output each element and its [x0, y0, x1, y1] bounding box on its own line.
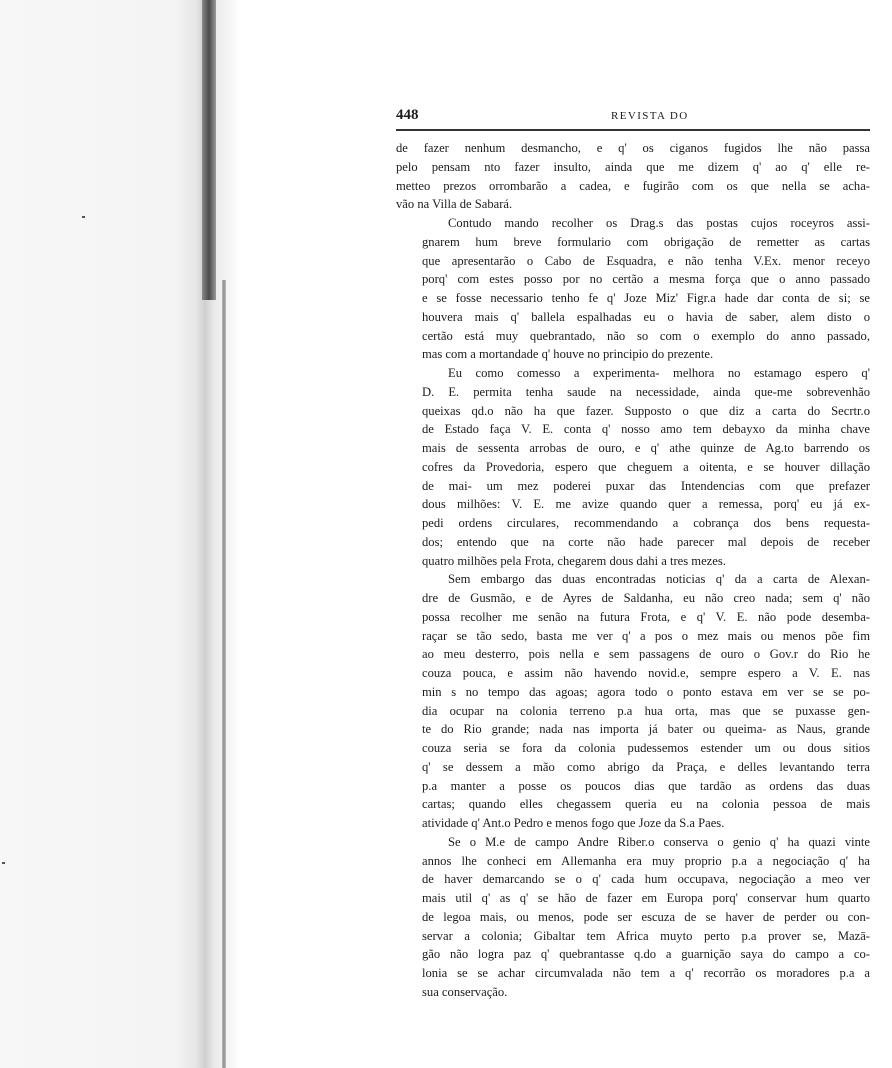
- text-line: D. E. permita tenha saude na necessidade, ainda que-me sobrevenhão: [422, 384, 870, 399]
- paragraph: [396, 214, 870, 364]
- text-line: p.a manter a posse os poucos dias que tardão as ordens das duas: [422, 778, 870, 793]
- text-line: vão na Villa de Sabará.: [396, 197, 513, 212]
- text-line: dia ocupar na colonia terreno p.a hua orta, mas que se puxasse gen-: [422, 703, 870, 718]
- text-line: mais util q' as q' se hão de fazer em Europa porq' conservar hum quarto: [422, 891, 870, 905]
- text-line: annos lhe conheci em Allemanha era muy proprio p.a a negociação q' ha: [422, 853, 870, 868]
- body-text: [396, 139, 870, 1002]
- text-line: mais de sessenta arrobas de ouro, e q' athe quinze de Ag.to barrendo os: [422, 441, 870, 455]
- text-line: dous milhões: V. E. me avize quando quer a remessa, porq' eu já ex-: [422, 497, 870, 512]
- text-line: de legoa mais, ou menos, pode ser escuza de se haver de perder ou con-: [422, 909, 870, 924]
- text-line: raçar se tão sedo, basta me ver q' a pos o mez mais ou menos põe fim: [422, 628, 870, 643]
- text-line: de Estado faça V. E. conta q' nosso amo tem debayxo da minha chave: [422, 422, 870, 437]
- text-line: quatro milhões pela Frota, chegarem dous dahi a tres mezes.: [422, 553, 726, 568]
- text-line: min s no tempo das agoas; agora todo o ponto estava em ver se se po-: [422, 684, 870, 699]
- scan-speck: [2, 862, 5, 864]
- text-line: dre de Gusmão, e de Ayres de Saldanha, eu não creo nada; sem q' não: [422, 591, 870, 605]
- paragraph: [396, 139, 870, 214]
- text-line: e se fosse necessario tenho fe q' Joze Miz' Figr.a hade dar conta de si; se: [422, 291, 870, 305]
- book-spine-dark-bar: [202, 0, 216, 300]
- document-page: [396, 107, 870, 1002]
- running-head: [396, 107, 870, 131]
- text-line: pelo pensam nto fazer insulto, ainda que me dizem q' ao q' elle re-: [396, 159, 870, 174]
- text-line: gnarem hum breve formulario com obrigação de remetter as cartas: [422, 234, 870, 249]
- text-line: certão está muy quebrantado, não so com o exemplo do anno passado,: [422, 328, 870, 343]
- scan-speck: [82, 216, 85, 218]
- text-line: possa recolher me senão na futura Frota, e q' V. E. não pode desemba-: [422, 609, 870, 624]
- paragraph: [396, 833, 870, 1002]
- journal-title: REVISTA DO: [611, 110, 689, 122]
- text-line: servar a colonia; Gibaltar tem Africa muyto perto p.a prover se, Mazā-: [422, 928, 870, 943]
- text-line: que apresentarão o Cabo de Esquadra, e não tenha V.Ex. menor receyo: [422, 253, 870, 268]
- text-line: de fazer nenhum desmancho, e q' os ciganos fugidos lhe não passa: [396, 141, 870, 155]
- paragraph: [396, 364, 870, 570]
- text-line: Sem embargo das duas encontradas noticias q' da a carta de Alexan-: [448, 572, 870, 587]
- text-line: houvera mais q' ballela espalhadas eu o havia de saber, alem disto o: [422, 309, 870, 324]
- text-line: dos; entendo que na corte não hade parecer mal depois de receber: [422, 534, 870, 549]
- text-line: Eu como comesso a experimenta- melhora no estamago espero q': [448, 366, 870, 380]
- text-line: mas com a mortandade q' houve no principio do prezente.: [422, 347, 714, 362]
- text-line: porq' com estes posso por no certão a mesma força que o anno passado: [422, 272, 870, 287]
- text-line: couza seria se fora da colonia pudessemos estender um ou dous sitios: [422, 741, 870, 755]
- paragraph: [396, 570, 870, 833]
- text-line: Contudo mando recolher os Drag.s das postas cujos roceyros assi-: [448, 216, 870, 230]
- text-line: q' se dessem a mão como abrigo da Praça, e delles levantando terra: [422, 759, 870, 774]
- text-line: de haver demarcando se o q' cada hum occupava, negociação a meo ver: [422, 872, 870, 887]
- text-line: atividade q' Ant.o Pedro e menos fogo que Joze da S.a Paes.: [422, 816, 725, 830]
- text-line: queixas qd.o não ha que fazer. Supposto o que diz a carta do Secrtr.o: [422, 403, 870, 418]
- text-line: Se o M.e de campo Andre Riber.o conserva o genio q' ha quazi vinte: [448, 834, 870, 849]
- text-line: ao meu desterro, pois nella e sem passagens de ouro o Gov.r do Rio he: [422, 647, 870, 662]
- book-spine-line: [222, 280, 226, 1068]
- text-line: gão não logra paz q' quebrantasse q.do a guarnição saya do campo a co-: [422, 947, 870, 962]
- text-line: pedi ordens circulares, recommendando a cobrança dos bens requesta-: [422, 516, 870, 530]
- text-line: couza pouca, e assim não havendo novid.e, sempre espero a V. E. nas: [422, 666, 870, 680]
- text-line: cartas; quando elles chegassem queria eu na colonia pessoa de mais: [422, 797, 870, 812]
- page-number: 448: [396, 107, 419, 123]
- text-line: metteo prezos orrombarão a cadea, e fugirão com os que nella se acha-: [396, 178, 870, 193]
- text-line: cofres da Provedoria, espero que cheguem a oitenta, e se houver dillação: [422, 459, 870, 474]
- text-line: de mai- um mez poderei puxar das Intendencias com que prefazer: [422, 478, 870, 493]
- text-line: sua conservação.: [422, 984, 508, 999]
- text-line: lonia se se achar circumvalada não tem a q' recorrão os moradores p.a a: [422, 966, 870, 980]
- text-line: te do Rio grande; nada nas importa já bater ou queima- as Naus, grande: [422, 722, 870, 737]
